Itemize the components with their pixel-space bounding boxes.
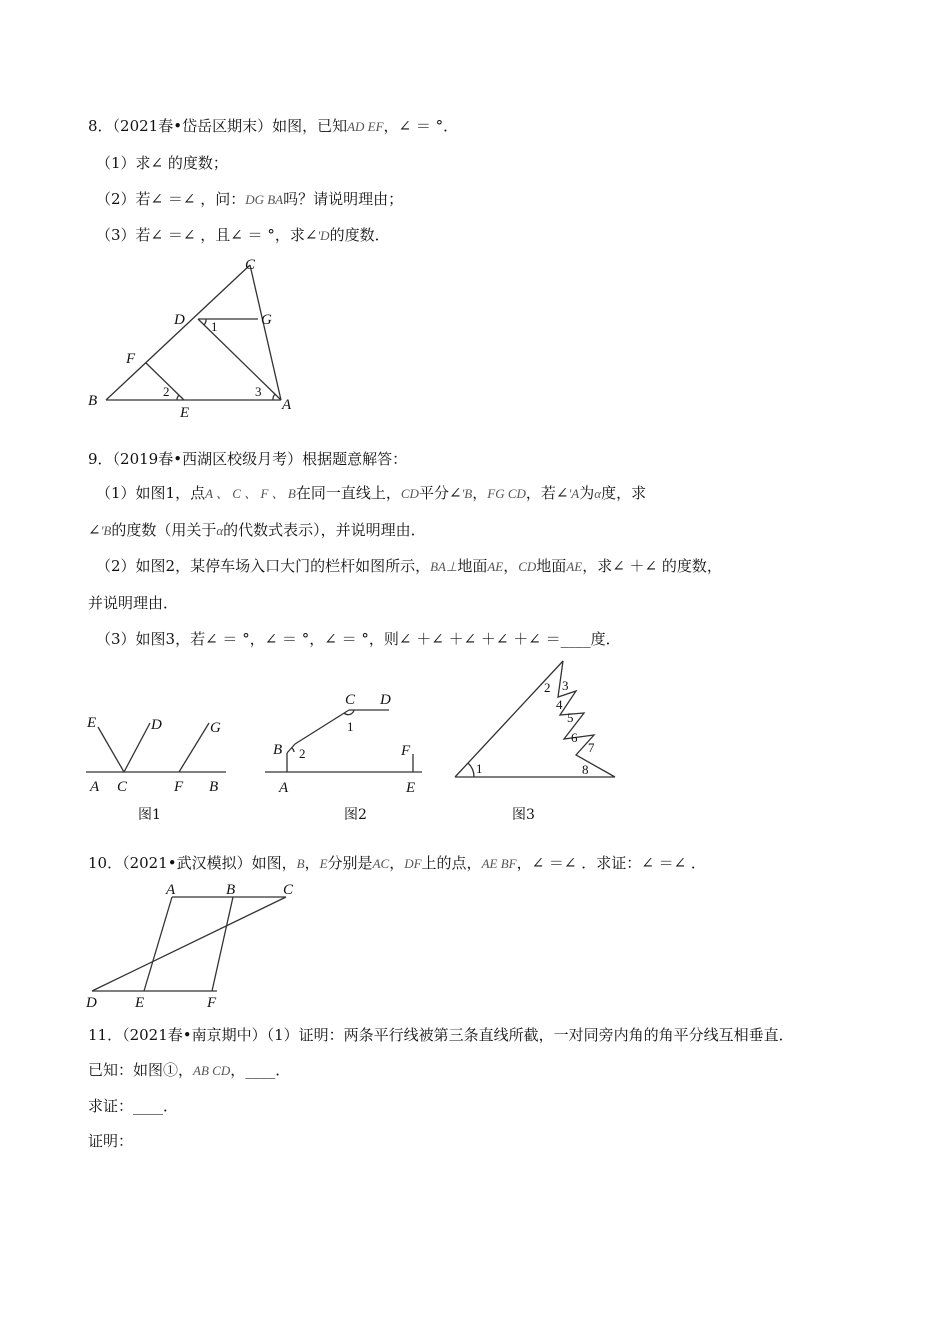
- q8-part1: （1）求∠ 的度数；: [96, 154, 228, 172]
- angle-label-6: 6: [571, 730, 578, 745]
- line-BF: [212, 897, 233, 991]
- angle-label-5: 5: [567, 710, 574, 725]
- q8-figure: [80, 255, 310, 425]
- ray-FG: [179, 723, 209, 772]
- angle-3-arc: [273, 394, 275, 400]
- angle-label-1: 1: [476, 761, 483, 776]
- label-B: B: [226, 882, 236, 898]
- q9-figure-3-caption: 图3: [512, 807, 535, 823]
- label-C: C: [245, 257, 256, 273]
- label-E: E: [87, 715, 97, 731]
- label-A: A: [166, 882, 176, 898]
- q9-figure-3: [450, 655, 625, 785]
- line-DC: [92, 897, 286, 991]
- q11-given: 已知：如图①，AB CD，____．: [88, 1061, 291, 1079]
- label-D: D: [380, 692, 391, 708]
- q10-head: 10．（2021•武汉模拟）如图，B，E分别是AC，DF上的点，AE BF，∠ ＝∠ ．求证：∠ ＝∠ ．: [88, 854, 706, 872]
- label-D: D: [86, 995, 97, 1011]
- q10-figure: [80, 877, 310, 1012]
- angle-2-arc: [177, 395, 179, 400]
- label-E: E: [135, 995, 145, 1011]
- label-C: C: [345, 692, 356, 708]
- hypotenuse: [455, 661, 563, 777]
- label-E: E: [180, 405, 190, 421]
- angle-label-2: 2: [163, 384, 170, 399]
- angle-label-7: 7: [588, 740, 595, 755]
- label-G: G: [261, 312, 272, 328]
- angle-label-8: 8: [582, 762, 589, 777]
- q9-part1-line2: ∠'B的度数（用关于α的代数式表示），并说明理由．: [88, 521, 426, 539]
- label-G: G: [210, 720, 221, 736]
- label-B: B: [88, 393, 98, 409]
- q9-part2-line1: （2）如图2，某停车场入口大门的栏杆如图所示，BA⊥地面AE，CD地面AE，求∠ ＋∠ 的度数，: [96, 557, 722, 575]
- q9-figure-2-caption: 图2: [344, 807, 367, 823]
- q11-proof: 证明：: [88, 1132, 134, 1150]
- q9-part1-line1: （1）如图1，点A 、 C 、 F 、 B在同一直线上，CD平分∠'B，FG CD，若∠'A为α度，求: [96, 484, 647, 502]
- label-D: D: [151, 717, 162, 733]
- angle-label-3: 3: [562, 678, 569, 693]
- angle-1-arc: [204, 319, 206, 325]
- q9-figure-2: [262, 688, 427, 798]
- angle-label-2: 2: [544, 680, 551, 695]
- bar-BC: [295, 710, 349, 744]
- label-B: B: [273, 742, 283, 758]
- angle-label-1: 1: [211, 319, 218, 334]
- angle-2-arc: [292, 748, 294, 752]
- q8-head: 8．（2021春•岱岳区期末）如图，已知AD EF，∠ ＝ °．: [88, 117, 459, 135]
- q9-part3: （3）如图3，若∠ ＝ °，∠ ＝ °，∠ ＝ °，则∠ ＋∠ ＋∠ ＋∠ ＋∠ ＝____度．: [96, 630, 621, 648]
- label-A: A: [90, 779, 100, 795]
- label-F: F: [126, 351, 136, 367]
- angle-label-2: 2: [299, 746, 306, 761]
- seg-CA: [250, 265, 281, 400]
- q11-head: 11．（2021春•南京期中）（1）证明：两条平行线被第三条直线所截，一对同旁内角的角平分线互相垂直．: [88, 1026, 794, 1044]
- label-D: D: [174, 312, 185, 328]
- angle-label-1: 1: [347, 719, 354, 734]
- label-C: C: [117, 779, 128, 795]
- q8-part3: （3）若∠ ＝∠ ，且∠ ＝ °，求∠'D的度数．: [96, 226, 390, 244]
- q9-head: 9．（2019春•西湖区校级月考）根据题意解答：: [88, 450, 408, 468]
- line-AE: [144, 897, 172, 991]
- label-A: A: [282, 397, 292, 413]
- ray-CD: [124, 723, 150, 772]
- label-F: F: [207, 995, 217, 1011]
- label-E: E: [406, 780, 416, 796]
- label-F: F: [401, 743, 411, 759]
- label-C: C: [283, 882, 294, 898]
- label-F: F: [174, 779, 184, 795]
- angle-label-3: 3: [255, 384, 262, 399]
- q9-part2-line2: 并说明理由．: [88, 594, 179, 612]
- q9-figure-1-caption: 图1: [138, 807, 161, 823]
- q9-figure-1: [84, 705, 234, 800]
- q11-prove: 求证：____．: [88, 1097, 179, 1115]
- label-A: A: [279, 780, 289, 796]
- angle-label-4: 4: [556, 697, 563, 712]
- q8-part2: （2）若∠ ＝∠ ，问：DG BA吗？请说明理由；: [96, 190, 404, 208]
- ray-CE: [98, 727, 124, 772]
- angle-1-arc: [468, 763, 474, 777]
- seg-BC: [106, 265, 250, 400]
- label-B: B: [209, 779, 219, 795]
